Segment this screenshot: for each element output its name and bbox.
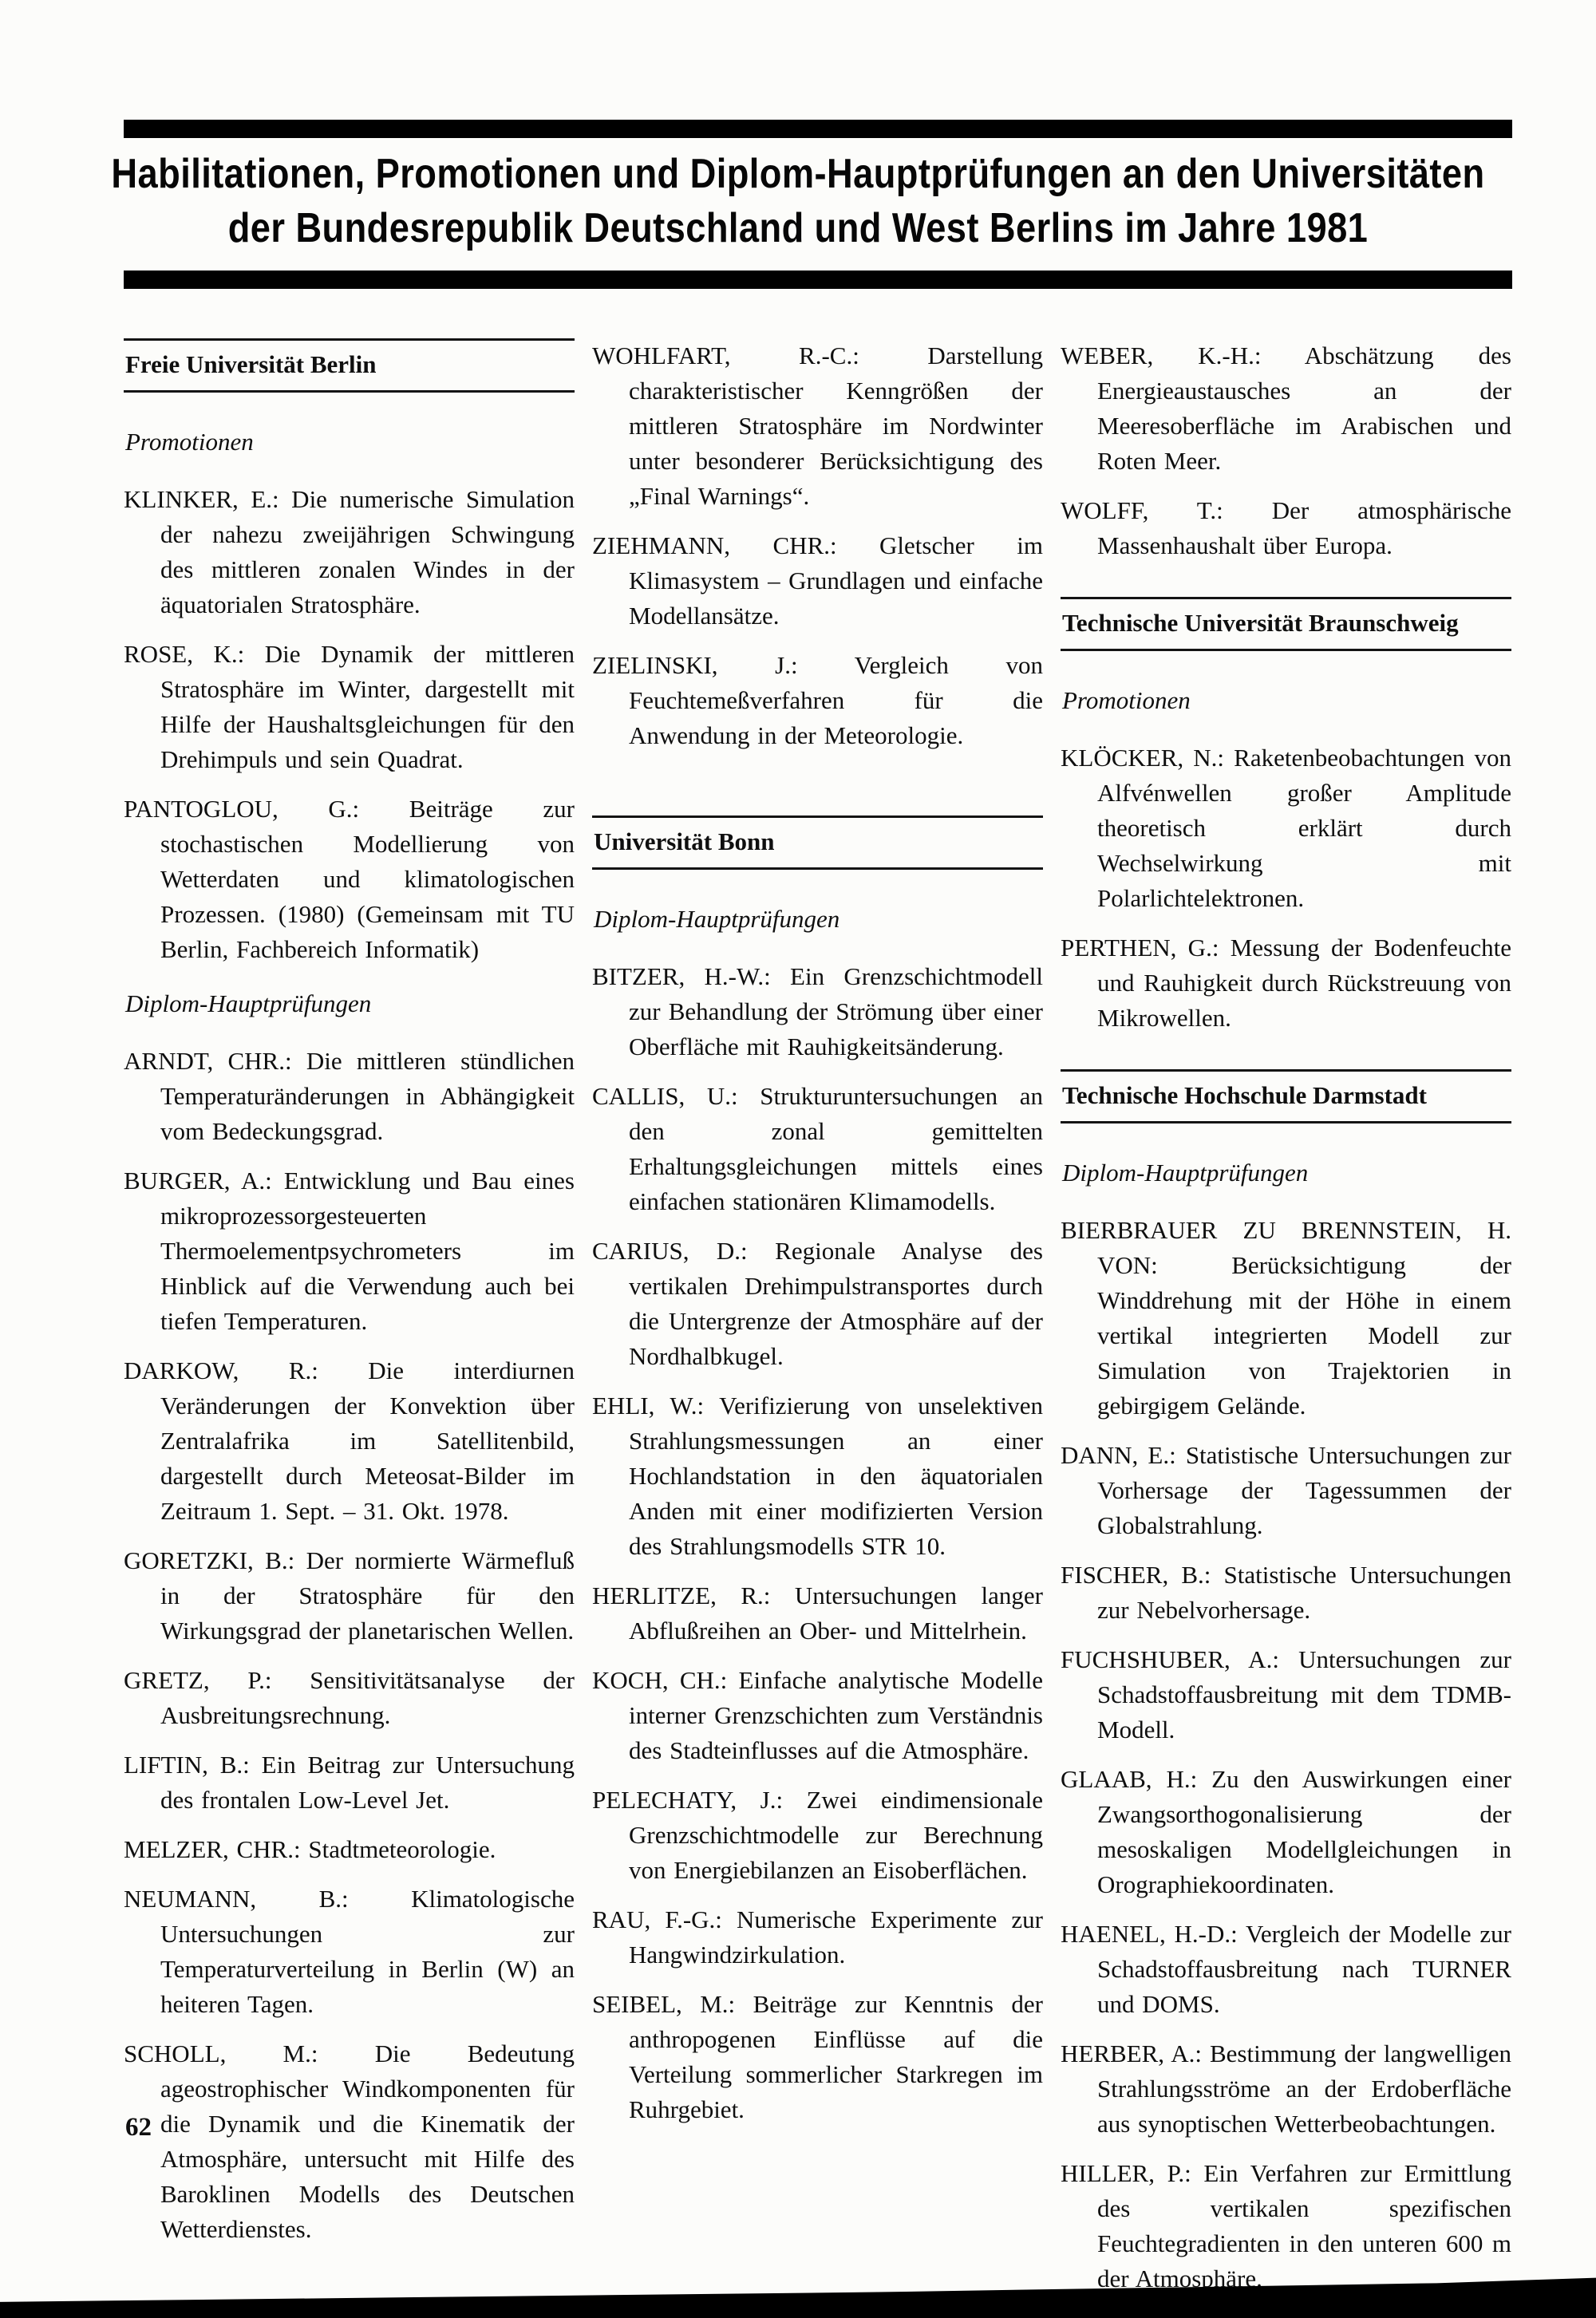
bibliography-entry: KOCH, CH.: Einfache analytische Modelle interner Grenzschichten zum Verständnis des Stadteinflusses auf die Atmosphäre. xyxy=(592,1666,1043,1764)
bibliography-entry: HILLER, P.: Ein Verfahren zur Ermittlung des vertikalen spezifischen Feuchtegradienten in den unteren 600 m der Atmosphäre. xyxy=(1061,2159,1511,2292)
bibliography-entry: SEIBEL, M.: Beiträge zur Kenntnis der anthropogenen Einflüsse auf die Verteilung sommerlicher Starkregen im Ruhrgebiet. xyxy=(592,1990,1043,2123)
bibliography-entry: DARKOW, R.: Die interdiurnen Veränderungen der Konvektion über Zentralafrika im Satellitenbild, dargestellt durch Meteosat-Bilder im Zeitraum 1. Sept. – 31. Okt. 1978. xyxy=(124,1356,575,1525)
bibliography-entry: WOLFF, T.: Der atmosphärische Massenhaushalt über Europa. xyxy=(1061,496,1511,559)
bibliography-entry: CARIUS, D.: Regionale Analyse des vertikalen Drehimpulstransportes durch die Untergrenze der Atmosphäre auf der Nordhalbkugel. xyxy=(592,1237,1043,1370)
bibliography-entry: DANN, E.: Statistische Untersuchungen zur Vorhersage der Tagessummen der Globalstrahlung. xyxy=(1061,1441,1511,1539)
bibliography-entry: GRETZ, P.: Sensitivitätsanalyse der Ausbreitungsrechnung. xyxy=(124,1666,575,1729)
subsection-header: Diplom-Hauptprüfungen xyxy=(1062,1159,1309,1187)
university-section-header: Technische Hochschule Darmstadt xyxy=(1061,1069,1511,1123)
bibliography-entry: EHLI, W.: Verifizierung von unselektiven Strahlungsmessungen an einer Hochlandstation in den äquatorialen Anden mit einer modifizierten Version des Strahlungsmodells STR 10. xyxy=(592,1392,1043,1560)
page-title xyxy=(0,147,1596,255)
middle-black-rule xyxy=(124,270,1512,289)
university-section-header: Technische Universität Braunschweig xyxy=(1061,597,1511,651)
bibliography-entry: MELZER, CHR.: Stadtmeteorologie. xyxy=(124,1835,496,1863)
column-3 xyxy=(1061,338,1511,2311)
page-number: 62 xyxy=(125,2113,152,2142)
bibliography-entry: BURGER, A.: Entwicklung und Bau eines mikroprozessorgesteuerten Thermoelementpsychrometers im Hinblick auf die Verwendung auch bei tiefen Temperaturen. xyxy=(124,1167,575,1335)
bibliography-entry: PANTOGLOU, G.: Beiträge zur stochastischen Modellierung von Wetterdaten und klimatologischen Prozessen. (1980) (Gemeinsam mit TU Berlin, Fachbereich Informatik) xyxy=(124,795,575,963)
text-columns xyxy=(124,338,1512,2311)
bibliography-entry: SCHOLL, M.: Die Bedeutung ageostrophischer Windkomponenten für die Dynamik und die Kinematik der Atmosphäre, untersucht mit Hilfe des Baroklinen Modells des Deutschen Wetterdienstes. xyxy=(124,2040,575,2243)
column-1 xyxy=(124,338,575,2261)
bibliography-entry: PERTHEN, G.: Messung der Bodenfeuchte und Rauhigkeit durch Rückstreuung von Mikrowellen. xyxy=(1061,934,1511,1032)
university-section-header: Freie Universität Berlin xyxy=(124,338,575,393)
bibliography-entry: ROSE, K.: Die Dynamik der mittleren Stratosphäre im Winter, dargestellt mit Hilfe der Haushaltsgleichungen für den Drehimpuls und sein Quadrat. xyxy=(124,640,575,773)
university-section-header: Universität Bonn xyxy=(592,815,1043,870)
bibliography-entry: KLÖCKER, N.: Raketenbeobachtungen von Alfvénwellen großer Amplitude theoretisch erklärt durch Wechselwirkung mit Polarlichtelektronen. xyxy=(1061,744,1511,912)
bibliography-entry: HAENEL, H.-D.: Vergleich der Modelle zur Schadstoffausbreitung nach TURNER und DOMS. xyxy=(1061,1920,1511,2018)
bibliography-entry: HERLITZE, R.: Untersuchungen langer Abflußreihen an Ober- und Mittelrhein. xyxy=(592,1582,1043,1645)
column-2 xyxy=(592,338,1043,2142)
bibliography-entry: FUCHSHUBER, A.: Untersuchungen zur Schadstoffausbreitung mit dem TDMB-Modell. xyxy=(1061,1645,1511,1743)
subsection-header: Promotionen xyxy=(1062,686,1191,714)
bibliography-entry: NEUMANN, B.: Klimatologische Untersuchungen zur Temperaturverteilung in Berlin (W) an heiteren Tagen. xyxy=(124,1885,575,2018)
page-title-line-1: Habilitationen, Promotionen und Diplom-Hauptprüfungen an den Universitäten xyxy=(111,151,1485,197)
bibliography-entry: ZIEHMANN, CHR.: Gletscher im Klimasystem – Grundlagen und einfache Modellansätze. xyxy=(592,531,1043,630)
bibliography-entry: HERBER, A.: Bestimmung der langwelligen Strahlungsströme an der Erdoberfläche aus synoptischen Wetterbeobachtungen. xyxy=(1061,2040,1511,2138)
top-black-rule xyxy=(124,120,1512,138)
subsection-header: Diplom-Hauptprüfungen xyxy=(125,989,372,1017)
bibliography-entry: BITZER, H.-W.: Ein Grenzschichtmodell zur Behandlung der Strömung über einer Oberfläche mit Rauhigkeitsänderung. xyxy=(592,962,1043,1060)
bibliography-entry: ZIELINSKI, J.: Vergleich von Feuchtemeßverfahren für die Anwendung in der Meteorologie. xyxy=(592,651,1043,749)
page-title-line-2: der Bundesrepublik Deutschland und West Berlins im Jahre 1981 xyxy=(227,205,1369,251)
bibliography-entry: BIERBRAUER ZU BRENNSTEIN, H. VON: Berücksichtigung der Winddrehung mit der Höhe in einem vertikal integrierten Modell zur Simulation von Trajektorien in gebirgigem Gelände. xyxy=(1061,1216,1511,1420)
bibliography-entry: WEBER, K.-H.: Abschätzung des Energieaustausches an der Meeresoberfläche im Arabischen und Roten Meer. xyxy=(1061,342,1511,475)
subsection-header: Diplom-Hauptprüfungen xyxy=(594,905,840,933)
bibliography-entry: FISCHER, B.: Statistische Untersuchungen zur Nebelvorhersage. xyxy=(1061,1561,1511,1624)
bibliography-entry: KLINKER, E.: Die numerische Simulation der nahezu zweijährigen Schwingung des mittleren zonalen Windes in der äquatorialen Stratosphäre. xyxy=(124,485,575,618)
bibliography-entry: ARNDT, CHR.: Die mittleren stündlichen Temperaturänderungen in Abhängigkeit vom Bedeckungsgrad. xyxy=(124,1047,575,1145)
bibliography-entry: CALLIS, U.: Strukturuntersuchungen an den zonal gemittelten Erhaltungsgleichungen mittels eines einfachen stationären Klimamodells. xyxy=(592,1082,1043,1215)
bibliography-entry: GORETZKI, B.: Der normierte Wärmefluß in der Stratosphäre für den Wirkungsgrad der planetarischen Wellen. xyxy=(124,1546,575,1645)
bibliography-entry: PELECHATY, J.: Zwei eindimensionale Grenzschichtmodelle zur Berechnung von Energiebilanzen an Eisoberflächen. xyxy=(592,1786,1043,1884)
bibliography-entry: WOHLFART, R.-C.: Darstellung charakteristischer Kenngrößen der mittleren Stratosphäre im Nordwinter unter besonderer Berücksichtigung des „Final Warnings“. xyxy=(592,342,1043,510)
bibliography-entry: GLAAB, H.: Zu den Auswirkungen einer Zwangsorthogonalisierung der mesoskaligen Modellgleichungen in Orographiekoordinaten. xyxy=(1061,1765,1511,1898)
bibliography-entry: RAU, F.-G.: Numerische Experimente zur Hangwindzirkulation. xyxy=(592,1905,1043,1969)
bibliography-entry: LIFTIN, B.: Ein Beitrag zur Untersuchung des frontalen Low-Level Jet. xyxy=(124,1751,575,1814)
subsection-header: Promotionen xyxy=(125,428,254,456)
